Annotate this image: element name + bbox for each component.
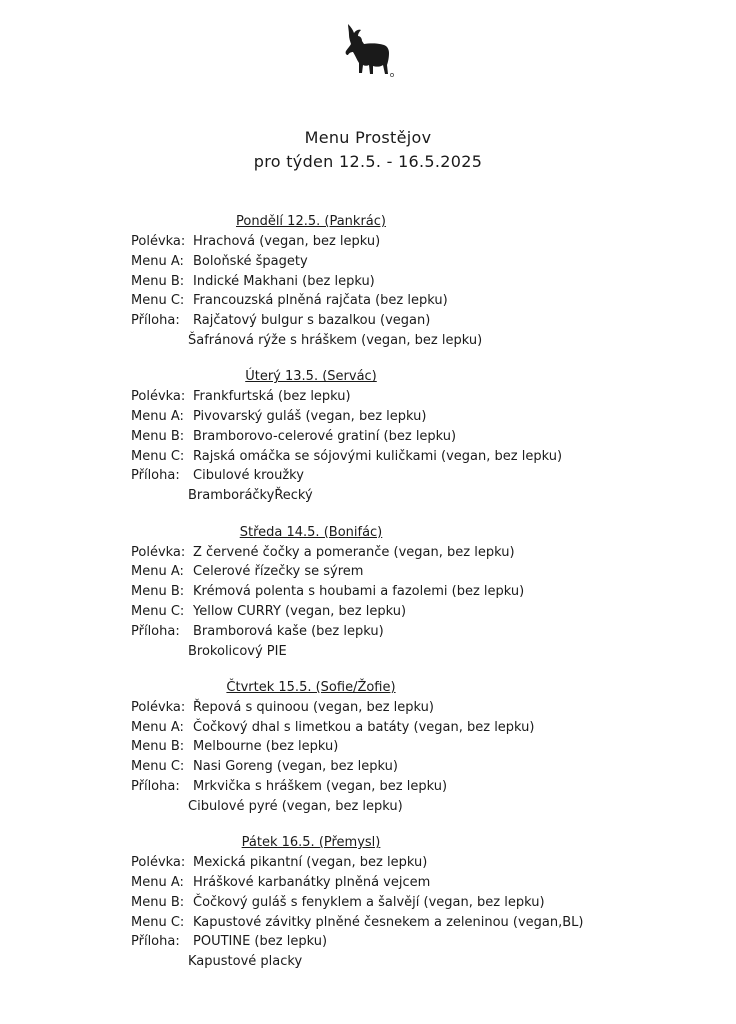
day-section [131, 678, 691, 817]
menu-row [131, 913, 691, 933]
menu-row [131, 952, 691, 972]
day-heading: Úterý 13.5. (Servác) [245, 369, 377, 385]
menu-row-label: Příloha: [131, 313, 180, 329]
menu-row [131, 331, 691, 351]
day-section [131, 212, 691, 351]
menu-row [131, 466, 691, 486]
menu-row-value: Rajská omáčka se sójovými kuličkami (vegan, bez lepku) [193, 448, 563, 464]
menu-row-label: Příloha: [131, 779, 180, 795]
menu-row-value: Frankfurtská (bez lepku) [193, 389, 351, 405]
menu-row-label: Příloha: [131, 468, 180, 484]
menu-row-value: Indické Makhani (bez lepku) [193, 273, 375, 289]
menu-row-label: Polévka: [131, 234, 186, 249]
menu-row-label: Menu C: [131, 603, 185, 619]
menu-row-value: Rajčatový bulgur s bazalkou (vegan) [193, 313, 431, 329]
menu-row-label: Menu B: [131, 894, 185, 910]
menu-row-value: Kapustové placky [188, 954, 303, 970]
menu-row [131, 582, 691, 602]
menu-row [131, 797, 691, 817]
day-heading: Pátek 16.5. (Přemysl) [241, 835, 381, 851]
menu-row [131, 272, 691, 292]
menu-row-value: Mexická pikantní (vegan, bez lepku) [193, 855, 428, 871]
day-heading: Středa 14.5. (Bonifác) [239, 524, 383, 540]
menu-row-value: Řepová s quinoou (vegan, bez lepku) [193, 699, 434, 715]
menu-row-label: Menu B: [131, 584, 185, 600]
day-heading: Pondělí 12.5. (Pankrác) [236, 214, 386, 229]
menu-row [131, 718, 691, 738]
menu-row-value: Z červené čočky a pomeranče (vegan, bez lepku) [193, 544, 515, 560]
menu-title: Menu Prostějov [304, 128, 432, 147]
menu-row [131, 311, 691, 331]
menu-row [131, 543, 691, 563]
menu-row-value: Brokolicový PIE [188, 643, 287, 659]
menu-row [131, 853, 691, 873]
menu-row-label: Polévka: [131, 389, 186, 405]
menu-row-value: Kapustové závitky plněné česnekem a zeleninou (vegan,BL) [193, 914, 584, 930]
menu-row-label: Příloha: [131, 934, 180, 950]
menu-row [131, 622, 691, 642]
day-section [131, 367, 691, 506]
menu-row [131, 252, 691, 272]
menu-row-label: Menu A: [131, 409, 184, 425]
menu-row [131, 602, 691, 622]
menu-row-value: Yellow CURRY (vegan, bez lepku) [193, 603, 407, 619]
menu-row-value: Cibulové kroužky [193, 468, 304, 484]
menu-row-value: Boloňské špagety [193, 253, 308, 269]
menu-row [131, 757, 691, 777]
menu-row-label: Menu C: [131, 293, 185, 309]
menu-row-value: Bramborovo-celerové gratiní (bez lepku) [193, 428, 457, 444]
menu-row [131, 427, 691, 447]
menu-row [131, 642, 691, 662]
menu-title-block [0, 126, 736, 174]
menu-row-value: Hráškové karbanátky plněná vejcem [193, 874, 431, 890]
menu-row-label: Menu A: [131, 874, 184, 890]
menu-row-value: Cibulové pyré (vegan, bez lepku) [188, 798, 403, 814]
day-heading: Čtvrtek 15.5. (Sofie/Žofie) [226, 679, 396, 695]
menu-row [131, 486, 691, 506]
menu-row [131, 873, 691, 893]
menu-row-label: Menu A: [131, 253, 184, 269]
menu-row-value: Pivovarský guláš (vegan, bez lepku) [193, 409, 427, 425]
menu-row-label: Menu C: [131, 759, 185, 775]
menu-row-label: Menu B: [131, 273, 185, 289]
menu-row [131, 387, 691, 407]
menu-row-value: Mrkvička s hráškem (vegan, bez lepku) [193, 779, 448, 795]
menu-row-label: Menu B: [131, 739, 185, 755]
menu-row-label: Polévka: [131, 855, 186, 871]
goat-logo-icon [340, 22, 396, 80]
menu-row-value: POUTINE (bez lepku) [193, 934, 328, 950]
menu-row [131, 737, 691, 757]
menu-row-value: Čočkový guláš s fenyklem a šalvějí (vegan, bez lepku) [193, 894, 545, 910]
menu-row-value: Celerové řízečky se sýrem [193, 564, 364, 580]
menu-row-value: Francouzská plněná rajčata (bez lepku) [193, 293, 448, 309]
menu-row-label: Menu C: [131, 914, 185, 930]
menu-row [131, 893, 691, 913]
menu-row-value: Melbourne (bez lepku) [193, 739, 339, 755]
menu-row [131, 698, 691, 718]
day-section [131, 523, 691, 662]
day-section [131, 833, 691, 972]
menu-subtitle: pro týden 12.5. - 16.5.2025 [253, 152, 483, 171]
menu-row [131, 407, 691, 427]
menu-row [131, 291, 691, 311]
menu-row-label: Menu C: [131, 448, 185, 464]
menu-row-value: Šafránová rýže s hráškem (vegan, bez lepku) [188, 332, 483, 348]
menu-row [131, 447, 691, 467]
menu-row-value: Hrachová (vegan, bez lepku) [193, 234, 381, 249]
menu-row-label: Polévka: [131, 699, 186, 715]
menu-row-value: Čočkový dhal s limetkou a batáty (vegan, bez lepku) [193, 719, 535, 735]
days-list [131, 212, 691, 988]
menu-row-label: Menu A: [131, 564, 184, 580]
menu-row-label: Příloha: [131, 623, 180, 639]
menu-row [131, 932, 691, 952]
menu-row-value: Bramborová kaše (bez lepku) [193, 623, 384, 639]
menu-row-value: BramboráčkyŘecký [188, 488, 313, 504]
menu-row [131, 232, 691, 252]
menu-row-label: Menu B: [131, 428, 185, 444]
menu-row [131, 562, 691, 582]
menu-row-label: Menu A: [131, 719, 184, 735]
menu-row-value: Krémová polenta s houbami a fazolemi (bez lepku) [193, 584, 525, 600]
menu-row [131, 777, 691, 797]
menu-row-value: Nasi Goreng (vegan, bez lepku) [193, 759, 398, 775]
menu-row-label: Polévka: [131, 544, 186, 560]
